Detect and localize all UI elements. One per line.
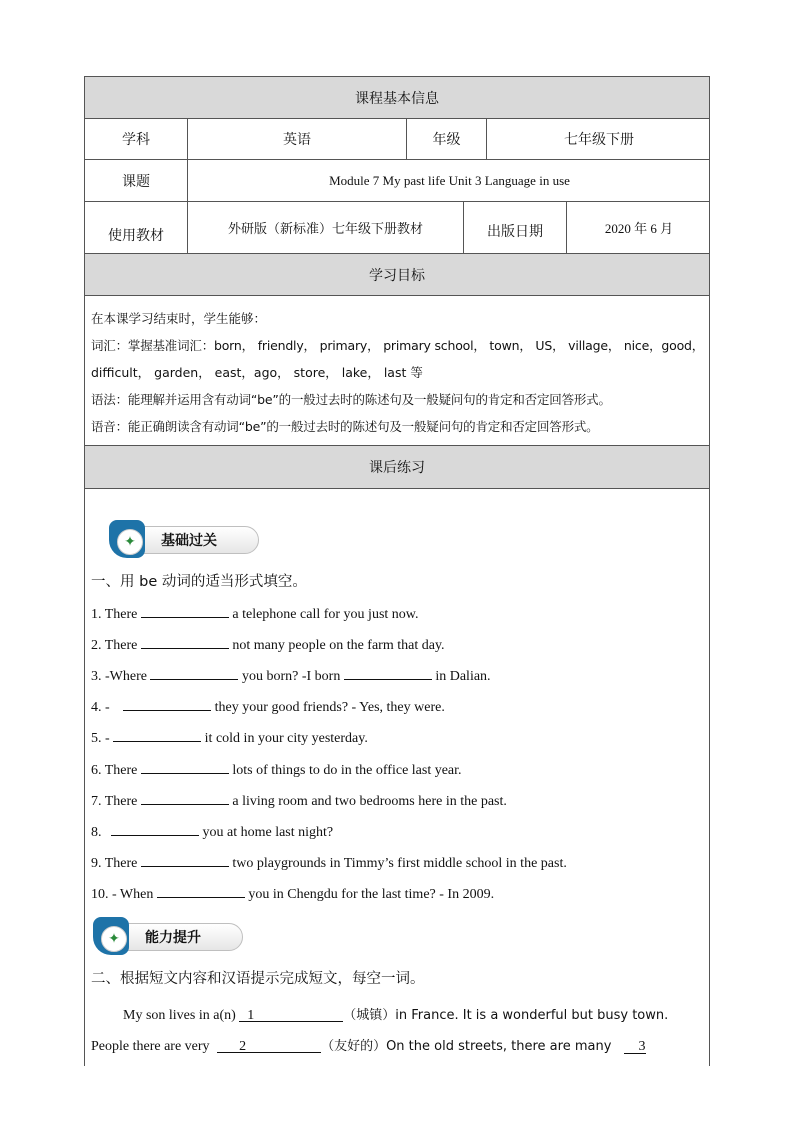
blank-input[interactable] [141,603,229,618]
exercise-header: 课后练习 [369,460,425,476]
section1-title: 一、用 be 动词的适当形式填空。 [91,574,307,590]
objective-line: difficult， garden， east，ago， store， lake， last 等 [91,365,423,380]
textbook-label: 使用教材 [85,202,188,253]
subject-row [85,119,709,160]
runner-icon: ✦ [101,926,127,952]
badge-basic-label: 基础过关 [161,533,217,549]
runner-icon: ✦ [117,529,143,555]
subject-value: 英语 [188,119,407,159]
blank-input[interactable] [141,759,229,774]
badge-advanced-label: 能力提升 [145,930,201,946]
objectives-header-row [85,254,709,296]
textbook-row [85,202,709,254]
blank-input[interactable] [141,790,229,805]
numbered-blank[interactable]: 2 [217,1039,321,1053]
question-5: 5. - it cold in your city yesterday. [91,727,368,747]
blank-input[interactable] [157,883,245,898]
grade-label: 年级 [407,119,487,159]
blank-input[interactable] [150,665,238,680]
textbook-value: 外研版（新标准）七年级下册教材 [188,202,464,253]
question-6: 6. There lots of things to do in the office last year. [91,759,462,779]
grade-value: 七年级下册 [564,132,634,148]
question-1: 1. There a telephone call for you just now. [91,603,419,623]
numbered-blank[interactable]: 1 [239,1008,343,1022]
passage-line-2: People there are very 2 （友好的）On the old streets, there are many 3 [91,1039,646,1054]
exercise-area [85,489,709,1066]
question-9: 9. There two playgrounds in Timmy’s first middle school in the past. [91,852,567,872]
course-sheet [84,76,710,1066]
objective-line: 在本课学习结束时，学生能够： [91,311,267,326]
blank-input[interactable] [344,665,432,680]
info-header: 课程基本信息 [355,90,439,107]
badge-basic [109,524,269,556]
question-3: 3. -Where you born? -I born in Dalian. [91,665,491,685]
blank-input[interactable] [141,634,229,649]
blank-input[interactable] [141,852,229,867]
topic-value: Module 7 My past life Unit 3 Language in use [329,172,570,188]
objectives-block [85,296,709,446]
objective-line: 语法：能理解并运用含有动词“be”的一般过去时的陈述句及一般疑问句的肯定和否定回答形式。 [91,392,611,407]
exercise-header-row [85,446,709,489]
question-7: 7. There a living room and two bedrooms here in the past. [91,790,507,810]
objectives-header: 学习目标 [369,267,425,284]
blank-input[interactable] [123,696,211,711]
section2-title: 二、根据短文内容和汉语提示完成短文，每空一词。 [91,971,425,987]
topic-row [85,160,709,202]
objective-line: 词汇：掌握基准词汇：born， friendly， primary， primary school， town， US， village， nice，good， [91,338,705,353]
question-8: 8. you at home last night? [91,821,333,841]
question-10: 10. - When you in Chengdu for the last time? - In 2009. [91,883,494,903]
topic-label: 课题 [85,160,188,201]
question-4: 4. - they your good friends? - Yes, they were. [91,696,445,716]
question-2: 2. There not many people on the farm that day. [91,634,445,654]
blank-input[interactable] [113,727,201,742]
pubdate-value: 2020 年 6 月 [604,221,674,236]
passage-line-1: My son lives in a(n) 1 （城镇）in France. It is a wonderful but busy town. [123,1008,669,1023]
badge-advanced [93,921,253,953]
objective-line: 语音：能正确朗读含有动词“be”的一般过去时的陈述句及一般疑问句的肯定和否定回答形式。 [91,419,599,434]
pubdate-label: 出版日期 [464,202,567,253]
info-header-row [85,77,709,119]
numbered-blank[interactable]: 3 [624,1039,646,1054]
blank-input[interactable] [111,821,199,836]
subject-label: 学科 [85,119,188,159]
